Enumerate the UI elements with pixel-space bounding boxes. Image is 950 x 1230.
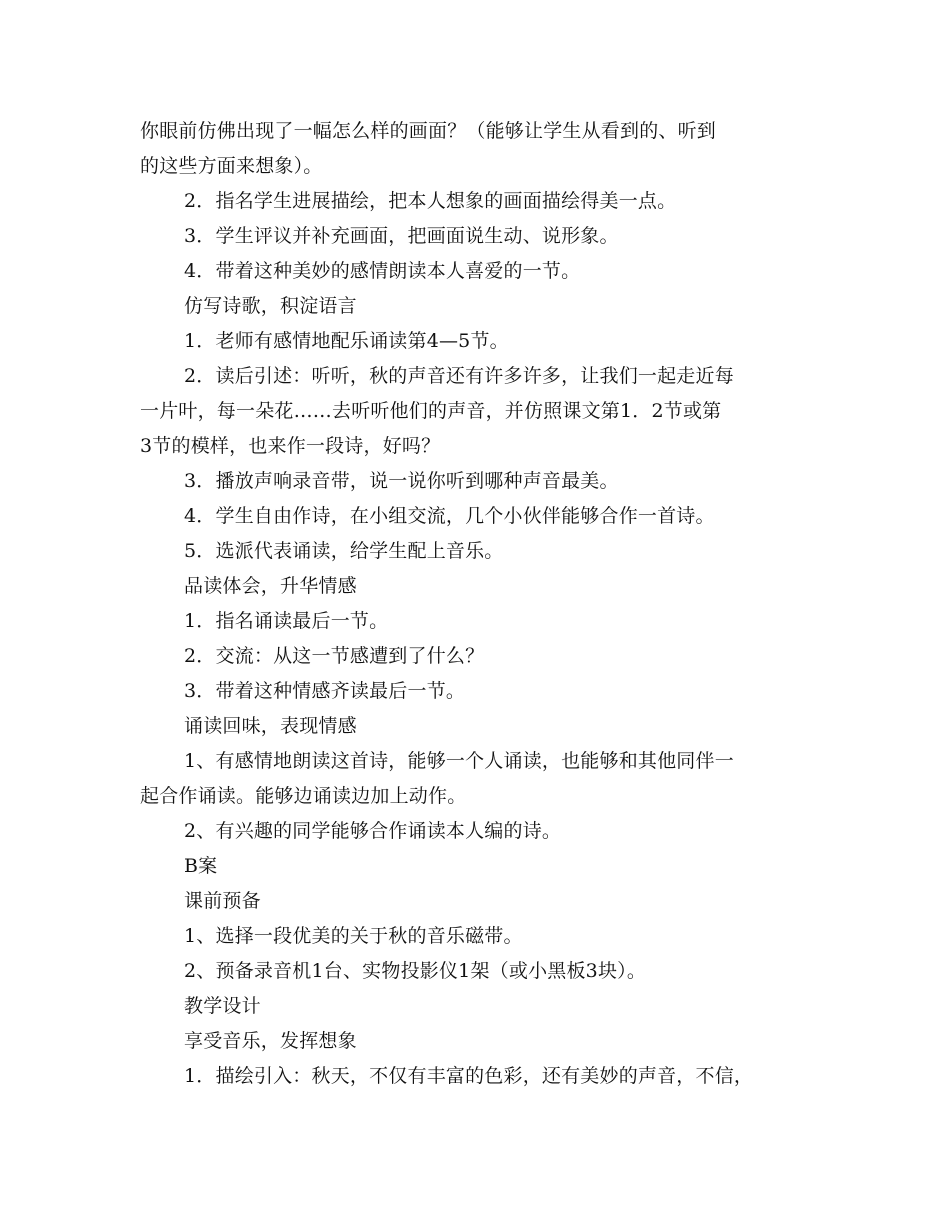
text-line: 的这些方面来想象）。 [140, 155, 323, 177]
document-body [140, 114, 830, 1094]
section-heading: 品读体会，升华情感 [184, 575, 357, 597]
text-line: 3节的模样，也来作一段诗，好吗？ [140, 435, 441, 457]
section-heading: 仿写诗歌，积淀语言 [184, 295, 357, 317]
text-line: 1、选择一段优美的关于秋的音乐磁带。 [184, 925, 523, 947]
text-line: 2．读后引述：听听，秋的声音还有许多许多，让我们一起走近每 [184, 365, 734, 387]
text-line: 3．带着这种情感齐读最后一节。 [184, 680, 466, 702]
text-line: 你眼前仿佛出现了一幅怎么样的画面？（能够让学生从看到的、听到 [140, 120, 717, 142]
section-heading: B案 [184, 855, 218, 877]
text-line: 2、有兴趣的同学能够合作诵读本人编的诗。 [184, 820, 562, 842]
text-line: 1、有感情地朗读这首诗，能够一个人诵读，也能够和其他同伴一 [184, 750, 734, 772]
text-line: 起合作诵读。能够边诵读边加上动作。 [140, 785, 467, 807]
text-line: 3．学生评议并补充画面，把画面说生动、说形象。 [184, 225, 619, 247]
text-line: 1．指名诵读最后一节。 [184, 610, 389, 632]
section-heading: 教学设计 [184, 995, 261, 1017]
text-line: 4．学生自由作诗，在小组交流，几个小伙伴能够合作一首诗。 [184, 505, 715, 527]
text-line: 1．老师有感情地配乐诵读第4—5节。 [184, 330, 509, 352]
text-line: 2．交流：从这一节感遭到了什么？ [184, 645, 485, 667]
text-line: 5．选派代表诵读，给学生配上音乐。 [184, 540, 504, 562]
section-heading: 享受音乐，发挥想象 [184, 1030, 357, 1052]
text-line: 2．指名学生进展描绘，把本人想象的画面描绘得美一点。 [184, 190, 677, 212]
section-heading: 诵读回味，表现情感 [184, 715, 357, 737]
text-line: 4．带着这种美妙的感情朗读本人喜爱的一节。 [184, 260, 581, 282]
text-line: 1．描绘引入：秋天，不仅有丰富的色彩，还有美妙的声音，不信， [184, 1065, 754, 1087]
text-line: 3．播放声响录音带，说一说你听到哪种声音最美。 [184, 470, 619, 492]
text-line: 一片叶，每一朵花……去听听他们的声音，并仿照课文第1．2节或第 [140, 400, 722, 422]
text-line: 2、预备录音机1台、实物投影仪1架（或小黑板3块）。 [184, 960, 647, 982]
section-heading: 课前预备 [184, 890, 261, 912]
